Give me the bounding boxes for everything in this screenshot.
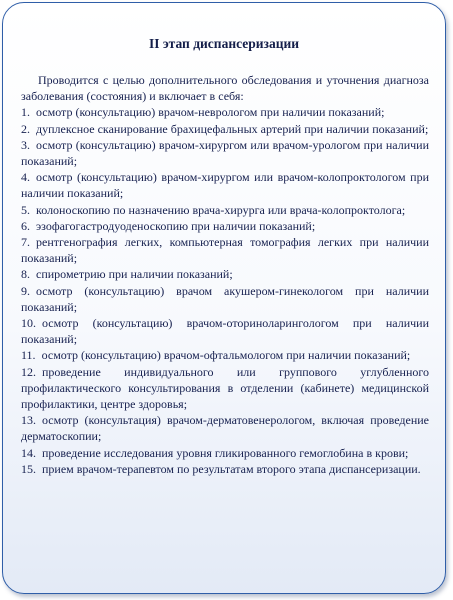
list-item xyxy=(21,364,429,413)
list-item-text: осмотр (консультацию) врачом-офтальмологом при наличии показаний; xyxy=(41,348,411,363)
list-item-number: 9. xyxy=(21,283,30,298)
page-title: II этап диспансеризации xyxy=(148,36,300,51)
list-item-number: 8. xyxy=(21,267,30,282)
list-item-text: колоноскопию по назначению врача-хирурга или врача-колопроктолога; xyxy=(36,202,406,217)
list-item-number: 13. xyxy=(21,413,36,428)
list-item-number: 2. xyxy=(21,121,30,136)
list-item-text: спирометрию при наличии показаний; xyxy=(36,267,233,282)
list-item-text: прием врачом-терапевтом по результатам второго этапа диспансеризации. xyxy=(42,461,421,476)
list-item-number: 7. xyxy=(21,235,30,250)
list-item-number: 3. xyxy=(21,137,30,152)
list-item xyxy=(21,104,429,120)
list-item-number: 14. xyxy=(21,445,36,460)
list-item-number: 6. xyxy=(21,218,30,233)
list-item-text: проведение исследования уровня гликированного гемоглобина в крови; xyxy=(42,445,409,460)
list-item-number: 10. xyxy=(21,316,36,331)
list-item-text: осмотр (консультацию) врачом-неврологом при наличии показаний; xyxy=(36,105,385,120)
list-item xyxy=(21,202,429,218)
list-item xyxy=(21,218,429,234)
list-item xyxy=(21,347,429,363)
list-item-text: проведение индивидуального или группового углубленного профилактического консультирования в отделении (кабинете) медицинской профилактики, центре здоровья; xyxy=(21,364,429,412)
list-item-text: рентгенография легких, компьютерная томография легких при наличии показаний; xyxy=(21,235,429,266)
list-item-text: осмотр (консультацию) врачом-хирургом или врачом-урологом при наличии показаний; xyxy=(21,137,429,169)
list-item xyxy=(21,445,429,461)
list-item-number: 4. xyxy=(21,170,30,185)
examination-list xyxy=(21,104,429,477)
list-item-text: эзофагогастродуоденоскопию при наличии показаний; xyxy=(36,218,316,233)
list-item-text: осмотр (консультацию) врачом-хирургом или врачом-колопроктологом при наличии показаний; xyxy=(21,170,429,201)
list-item-number: 12. xyxy=(21,364,36,379)
list-item xyxy=(21,315,429,347)
list-item-number: 5. xyxy=(21,202,30,217)
list-item xyxy=(21,121,429,137)
list-item-number: 15. xyxy=(21,461,36,476)
list-item xyxy=(21,137,429,169)
list-item xyxy=(21,169,429,201)
list-item-text: осмотр (консультация) врачом-дерматовенерологом, включая проведение дерматоскопии; xyxy=(21,413,429,444)
list-item-text: осмотр (консультацию) врачом акушером-гинекологом при наличии показаний; xyxy=(21,283,429,314)
list-item-number: 1. xyxy=(21,105,30,120)
list-item xyxy=(21,234,429,266)
list-item-text: осмотр (консультацию) врачом-оториноларингологом при наличии показаний; xyxy=(21,316,429,347)
list-item xyxy=(21,266,429,282)
list-item-text: дуплексное сканирование брахицефальных артерий при наличии показаний; xyxy=(36,121,429,136)
list-item xyxy=(21,412,429,444)
list-item-number: 11. xyxy=(21,348,36,363)
info-card xyxy=(2,2,446,594)
content-body xyxy=(21,72,429,477)
list-item xyxy=(21,283,429,315)
intro-paragraph: Проводится с целью дополнительного обследования и уточнения диагноза заболевания (состояния) и включает в себя: xyxy=(21,73,429,104)
list-item xyxy=(21,461,429,477)
